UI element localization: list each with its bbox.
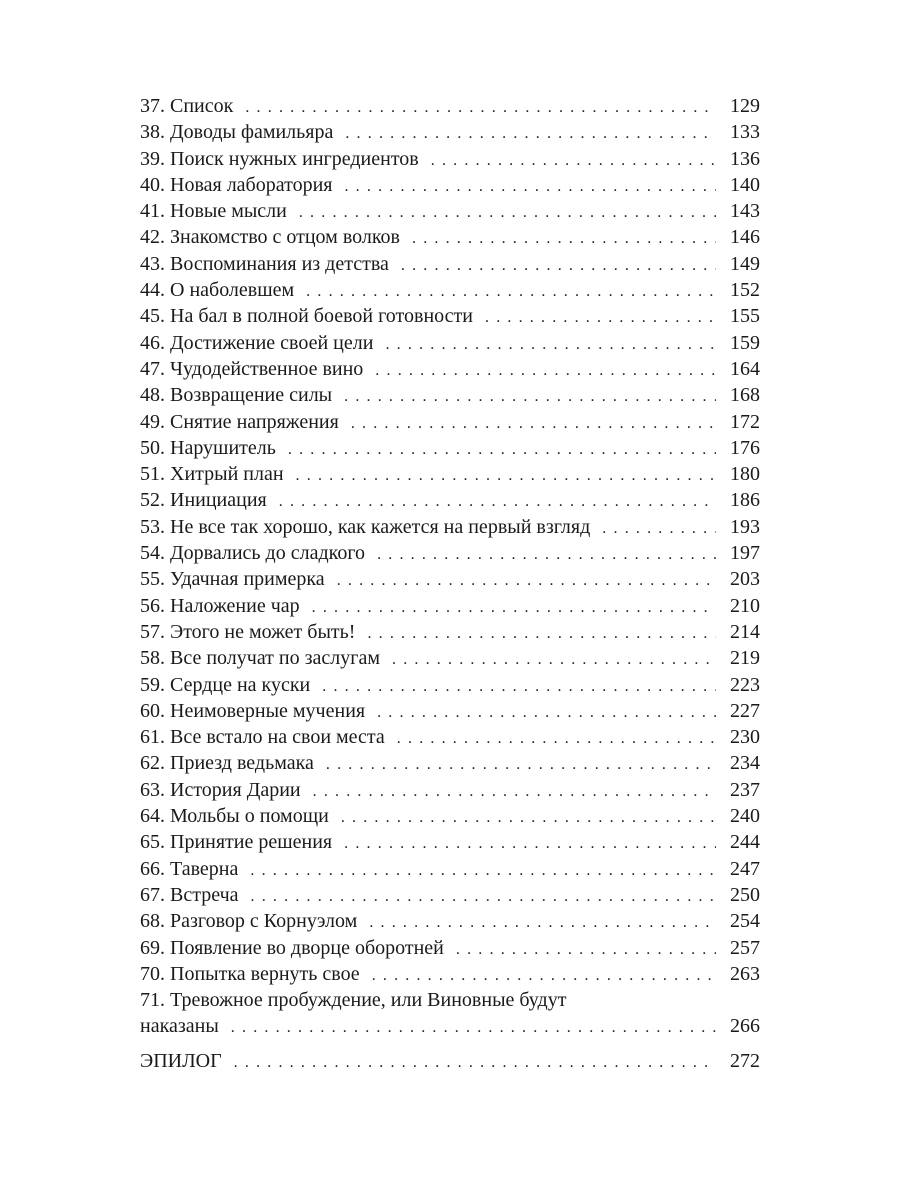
dot-leader [401,253,716,279]
toc-entry [140,487,760,513]
toc-entry [140,619,760,645]
toc-entry-title: 50. Нарушитель [140,436,276,459]
toc-entry [140,251,760,277]
toc-entry [140,908,760,934]
toc-entry-page: 244 [730,831,760,854]
toc-entry-title: 61. Все встало на свои места [140,726,385,749]
toc-entry [140,750,760,776]
toc-entry [140,672,760,698]
dot-leader [367,621,716,647]
toc-entry-page: 266 [730,1015,760,1038]
toc-entry-title: 68. Разговор с Корнуэлом [140,910,358,933]
toc-entry-title: 51. Хитрый план [140,463,284,486]
toc-entry-page: 149 [730,252,760,275]
toc-entry-page: 186 [730,489,760,512]
toc-entry-page: 247 [730,857,760,880]
toc-entry-title: 55. Удачная примерка [140,568,325,591]
dot-leader [344,831,716,857]
dot-leader [369,910,716,936]
toc-entry-title: 67. Встреча [140,883,239,906]
dot-leader [392,647,716,673]
toc-entry-title: 58. Все получат по заслугам [140,647,380,670]
dot-leader [351,411,716,437]
dot-leader [345,121,716,147]
toc-entry-title: 70. Попытка вернуть свое [140,962,360,985]
toc-entry-page: 223 [730,673,760,696]
dot-leader [602,516,716,542]
toc-entry-title: 45. На бал в полной боевой готовности [140,305,473,328]
toc-entry-page: 203 [730,568,760,591]
toc-entry [140,882,760,908]
toc-entry-page: 168 [730,384,760,407]
toc-entry-page: 152 [730,279,760,302]
toc-entry [140,514,760,540]
toc-entry-title: ЭПИЛОГ [140,1049,222,1072]
toc-entry [140,382,760,408]
dot-leader [485,305,716,331]
toc-entry-title: 40. Новая лаборатория [140,173,333,196]
toc-entry [140,224,760,250]
toc-entry-epilog [140,1048,760,1074]
toc-entry-page: 155 [730,305,760,328]
toc-entry-title: 54. Дорвались до сладкого [140,542,366,565]
toc-entry [140,724,760,750]
dot-leader [344,174,716,200]
toc-entry-title: 52. Инициация [140,489,267,512]
toc-entry [140,172,760,198]
toc-entry-page: 214 [730,620,760,643]
toc-entry [140,566,760,592]
toc-entry-title: 49. Снятие напряжения [140,410,339,433]
dot-leader [326,752,716,778]
toc-entry [140,935,760,961]
toc-entry-71-line1 [140,987,760,1013]
toc-entry [140,645,760,671]
dot-leader [344,384,716,410]
toc-entry-page: 230 [730,726,760,749]
toc-entry [140,277,760,303]
toc-entry-title: 56. Наложение чар [140,594,300,617]
toc-entry [140,409,760,435]
table-of-contents [140,93,760,1074]
toc-entry-page: 180 [730,463,760,486]
toc-entry [140,961,760,987]
toc-entry-page: 136 [730,147,760,170]
dot-leader [412,226,716,252]
toc-entry-page: 159 [730,331,760,354]
toc-entry-page: 210 [730,594,760,617]
toc-entry [140,435,760,461]
toc-entry-title: 66. Таверна [140,857,239,880]
dot-leader [322,674,716,700]
dot-leader [245,95,716,121]
toc-entry-title: 47. Чудодейственное вино [140,357,364,380]
dot-leader [456,937,716,963]
toc-entry-title: 41. Новые мысли [140,200,287,223]
dot-leader [312,595,716,621]
toc-entry [140,461,760,487]
dot-leader [397,726,716,752]
dot-leader [377,542,716,568]
dot-leader [306,279,716,305]
toc-entry [140,119,760,145]
toc-entry-title: 69. Появление во дворце оборотней [140,936,444,959]
toc-entry-title: 60. Неимоверные мучения [140,699,366,722]
toc-entry [140,803,760,829]
dot-leader [337,568,716,594]
toc-entry [140,540,760,566]
toc-entry-page: 234 [730,752,760,775]
toc-entry-title: 71. Тревожное пробуждение, или Виновные будут [140,989,567,1012]
toc-entry-page: 133 [730,121,760,144]
toc-entry [140,829,760,855]
dot-leader [375,358,716,384]
dot-leader [377,700,716,726]
toc-entry-title: наказаны [140,1015,219,1038]
toc-entry [140,856,760,882]
dot-leader [288,437,716,463]
toc-entry-page: 263 [730,962,760,985]
toc-entry-title: 62. Приезд ведьмака [140,752,314,775]
dot-leader [299,200,716,226]
toc-entry-page: 164 [730,357,760,380]
toc-entry-page: 146 [730,226,760,249]
toc-entry-title: 46. Достижение своей цели [140,331,374,354]
toc-entry-page: 257 [730,936,760,959]
toc-entry-title: 57. Этого не может быть! [140,620,356,643]
toc-entry-71-line2 [140,1013,760,1039]
toc-entry [140,146,760,172]
toc-entry [140,698,760,724]
dot-leader [431,148,716,174]
toc-entry-title: 44. О наболевшем [140,279,295,302]
toc-entry-title: 42. Знакомство с отцом волков [140,226,400,249]
toc-entry-page: 272 [730,1049,760,1072]
toc-entry-title: 39. Поиск нужных ингредиентов [140,147,419,170]
toc-entry-page: 129 [730,95,760,117]
toc-entry-page: 143 [730,200,760,223]
toc-entry-page: 240 [730,805,760,828]
dot-leader [313,779,716,805]
toc-entry-page: 250 [730,883,760,906]
toc-entry-title: 63. История Дарии [140,778,301,801]
toc-entry-title: 38. Доводы фамильяра [140,121,334,144]
toc-entry [140,93,760,119]
toc-entry-title: 43. Воспоминания из детства [140,252,389,275]
toc-entry-page: 254 [730,910,760,933]
dot-leader [385,332,716,358]
toc-entry-page: 219 [730,647,760,670]
toc-entry-page: 197 [730,542,760,565]
dot-leader [341,805,716,831]
dot-leader [296,463,716,489]
toc-entry-title: 48. Возвращение силы [140,384,333,407]
toc-entries [140,93,760,987]
dot-leader [250,858,716,884]
toc-entry-title: 53. Не все так хорошо, как кажется на первый взгляд [140,515,591,538]
toc-entry-title: 65. Принятие решения [140,831,333,854]
toc-entry-page: 237 [730,778,760,801]
toc-entry-page: 176 [730,436,760,459]
toc-entry-page: 172 [730,410,760,433]
toc-entry-title: 59. Сердце на куски [140,673,311,696]
dot-leader [234,1050,716,1076]
dot-leader [231,1015,716,1041]
toc-entry [140,593,760,619]
dot-leader [279,489,716,515]
toc-entry [140,198,760,224]
toc-entry-page: 227 [730,699,760,722]
toc-entry-page: 140 [730,173,760,196]
dot-leader [251,884,716,910]
toc-entry [140,777,760,803]
toc-entry-page: 193 [730,515,760,538]
toc-entry [140,356,760,382]
toc-entry-title: 64. Мольбы о помощи [140,805,329,828]
dot-leader [372,963,716,989]
toc-entry [140,330,760,356]
toc-entry [140,303,760,329]
toc-entry-title: 37. Список [140,95,234,117]
